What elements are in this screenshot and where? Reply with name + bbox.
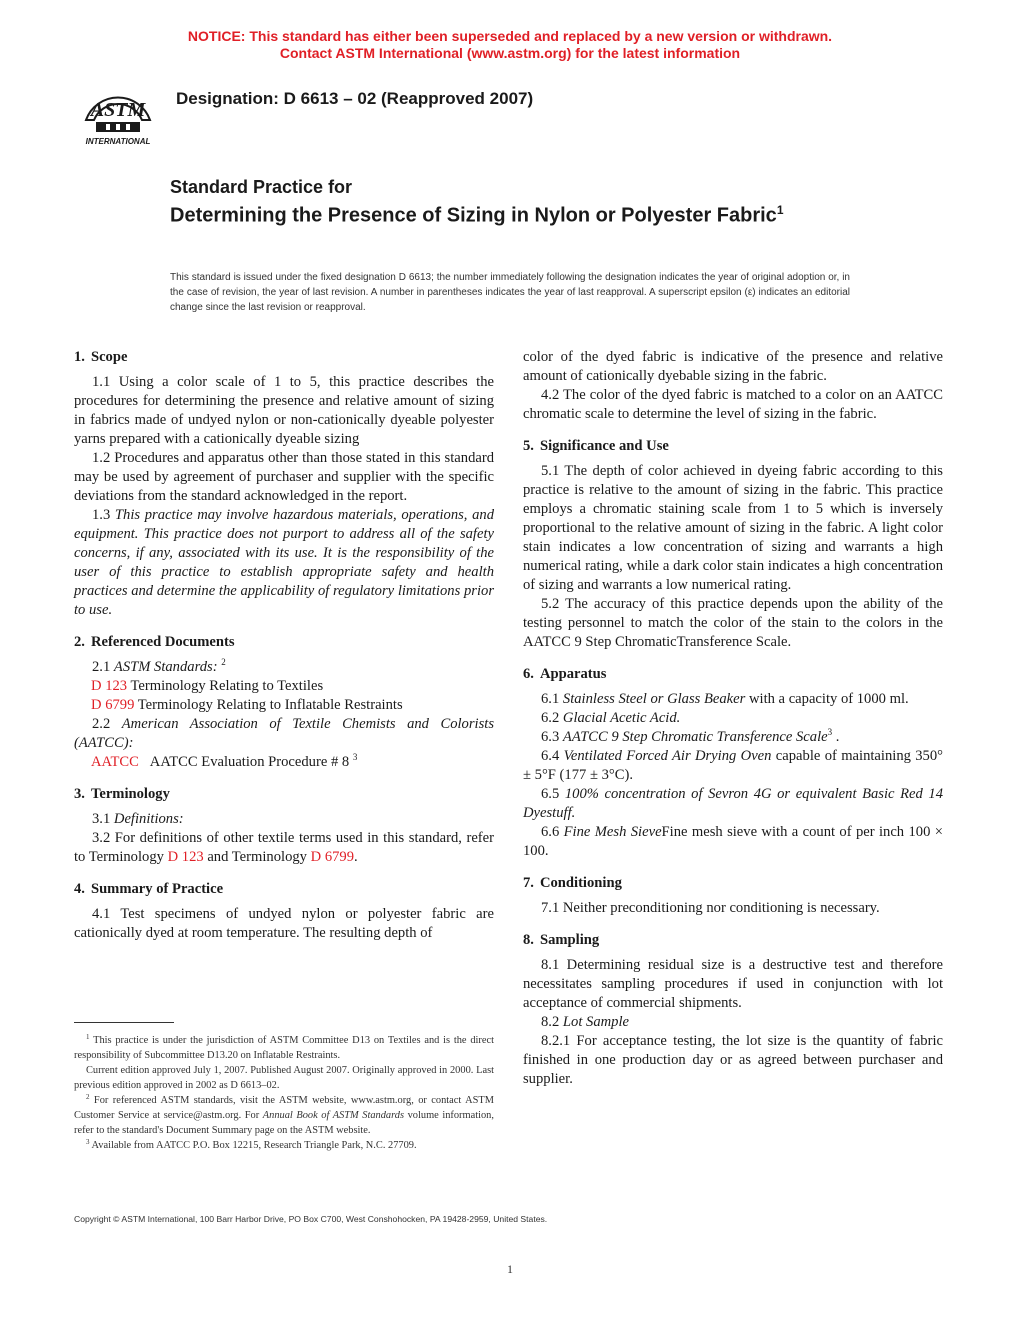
notice-line-2: Contact ASTM International (www.astm.org) for the latest information [279, 45, 741, 61]
para-6-5: 6.5 100% concentration of Sevron 4G or equivalent Basic Red 14 Dyestuff. [523, 786, 943, 821]
issued-statement: This standard is issued under the fixed designation D 6613; the number immediately following the designation indicates the year of original adoption or, in the case of revision, the year of last revision. A number in parentheses indicates the year of last reapproval. A superscript epsilon (ε) indicates an editorial change since the last revision or reapproval. [170, 272, 850, 313]
footnote-1: $^1$ This practice is under the jurisdiction of ASTM Committee D13 on Textiles and is the direct responsibility of Subcommittee D13.20 on Inflatable Restraints. [74, 1033, 494, 1061]
ref-d123: D 123 Terminology Relating to Textiles [91, 678, 324, 694]
section-1-heading: 1. Scope [74, 349, 128, 365]
notice-line-1: NOTICE: This standard has either been superseded and replaced by a new version or withdrawn. [187, 28, 833, 44]
notice-banner [0, 28, 1020, 62]
section-6-heading: 6. Apparatus [523, 666, 607, 682]
section-2-heading: 2. Referenced Documents [74, 634, 235, 650]
footnote-2: $^2$ For referenced ASTM standards, visit the ASTM website, www.astm.org, or contact ASTM Customer Service at service@astm.org. For Annual Book of ASTM Standards volume information, refer to the standard's Document Summary page on the ASTM website. [74, 1093, 494, 1136]
para-4-1-part-b: color of the dyed fabric is indicative of the presence and relative amount of cationically dyebable sizing in the fabric. [523, 349, 943, 384]
copyright: Copyright © ASTM International, 100 Barr Harbor Drive, PO Box C700, West Conshohocken, PA 19428-2959, United States. [74, 1214, 548, 1224]
section-4-heading: 4. Summary of Practice [74, 881, 224, 897]
left-column [74, 348, 494, 943]
logo-text: ASTM [90, 99, 146, 121]
title-block [170, 176, 870, 229]
section-3-heading: 3. Terminology [74, 786, 170, 802]
para-5-2: 5.2 The accuracy of this practice depends upon the ability of the testing personnel to match the color of the stain to the colors in the AATCC 9 Step ChromaticTransference Scale. [523, 596, 943, 650]
right-column [523, 348, 943, 1089]
astm-logo [76, 76, 160, 148]
footnote-rule [74, 1022, 174, 1023]
title-footnote-ref: 1 [776, 203, 784, 217]
section-8-heading: 8. Sampling [523, 932, 600, 948]
title-pre: Standard Practice for [170, 177, 353, 197]
para-1-2: 1.2 Procedures and apparatus other than those stated in this standard may be used by agreement of purchaser and supplier with the specific deviations from the standard acknowledged in the report. [74, 450, 494, 504]
section-5-heading: 5. Significance and Use [523, 438, 669, 454]
designation: Designation: D 6613 – 02 (Reapproved 2007) [176, 89, 534, 108]
page-title [170, 198, 870, 229]
para-1-3: 1.3 This practice may involve hazardous materials, operations, and equipment. This practice does not purport to address all of the safety concerns, if any, associated with its use. It is the responsibility of the user of this practice to establish appropriate safety and health practices and determine the applicability of regulatory limitations prior to use. [74, 507, 494, 618]
para-2-1: 2.1 ASTM Standards: $^2$ [92, 657, 226, 675]
ref-d6799: D 6799 Terminology Relating to Inflatable Restraints [91, 697, 403, 713]
link-d6799-inline[interactable]: D 6799 [310, 849, 355, 865]
link-aatcc[interactable]: AATCC [91, 754, 139, 770]
para-6-4: 6.4 Ventilated Forced Air Drying Oven capable of maintaining 350° ± 5°F (177 ± 3°C). [523, 748, 943, 783]
para-8-2: 8.2 Lot Sample [541, 1014, 629, 1030]
logo-subtext: INTERNATIONAL [85, 137, 151, 146]
para-2-2: 2.2 American Association of Textile Chemists and Colorists (AATCC): [74, 716, 495, 751]
footnotes [74, 1033, 494, 1153]
link-d123-inline[interactable]: D 123 [167, 849, 204, 865]
para-3-1: 3.1 Definitions: [92, 811, 184, 827]
title-main-text: Determining the Presence of Sizing in Nylon or Polyester Fabric [170, 204, 777, 227]
para-8-2-1: 8.2.1 For acceptance testing, the lot size is the quantity of fabric finished in one production day or as agreed between purchaser and supplier. [523, 1033, 943, 1087]
ref-aatcc: AATCC AATCC Evaluation Procedure # 8 $^3$ [91, 752, 358, 770]
section-7-heading: 7. Conditioning [523, 875, 622, 891]
link-d6799[interactable]: D 6799 [91, 697, 135, 713]
para-7-1: 7.1 Neither preconditioning nor conditioning is necessary. [541, 900, 880, 916]
footnote-3: $^3$ Available from AATCC P.O. Box 12215, Research Triangle Park, N.C. 27709. [86, 1138, 417, 1151]
para-5-1: 5.1 The depth of color achieved in dyeing fabric according to this practice is relative to the amount of sizing in the fabric. This practice employs a chromatic staining scale from 1 to 5 which is inversely proportional to the relative amount of sizing in the fabric. A light color stain indicates a low concentration of sizing and warrants a high numerical rating, while a dark color stain indicates a high concentration of sizing and warrants a low numerical rating. [523, 463, 943, 593]
para-1-1: 1.1 Using a color scale of 1 to 5, this practice describes the procedures for determining the presence and relative amount of sizing in fabrics made of undyed nylon or non-cationically dyeable polyester yarns prepared with a cationically dyeable sizing [74, 374, 494, 447]
para-6-3: 6.3 AATCC 9 Step Chromatic Transference Scale$^3$ . [541, 727, 840, 745]
para-4-2: 4.2 The color of the dyed fabric is matched to a color on an AATCC chromatic scale to determine the level of sizing in the fabric. [523, 387, 943, 422]
para-6-6: 6.6 Fine Mesh SieveFine mesh sieve with a count of per inch 100 × 100. [523, 824, 943, 859]
para-4-1-part-a: 4.1 Test specimens of undyed nylon or polyester fabric are cationically dyed at room temperature. The resulting depth of [74, 906, 494, 941]
para-3-2: 3.2 For definitions of other textile terms used in this standard, refer to Terminology D 123 and Terminology D 6799. [74, 830, 494, 865]
page-number: 1 [507, 1262, 513, 1276]
para-8-1: 8.1 Determining residual size is a destructive test and therefore necessitates sampling procedures if used in conjunction with lot acceptance of commercial shipments. [523, 957, 943, 1011]
para-6-2: 6.2 Glacial Acetic Acid. [541, 710, 681, 726]
footnote-1b: Current edition approved July 1, 2007. Published August 2007. Originally approved in 2000. Last previous edition approved in 2002 as D 6613–02. [74, 1065, 494, 1091]
para-6-1: 6.1 Stainless Steel or Glass Beaker with a capacity of 1000 ml. [541, 691, 909, 707]
link-d123[interactable]: D 123 [91, 678, 128, 694]
